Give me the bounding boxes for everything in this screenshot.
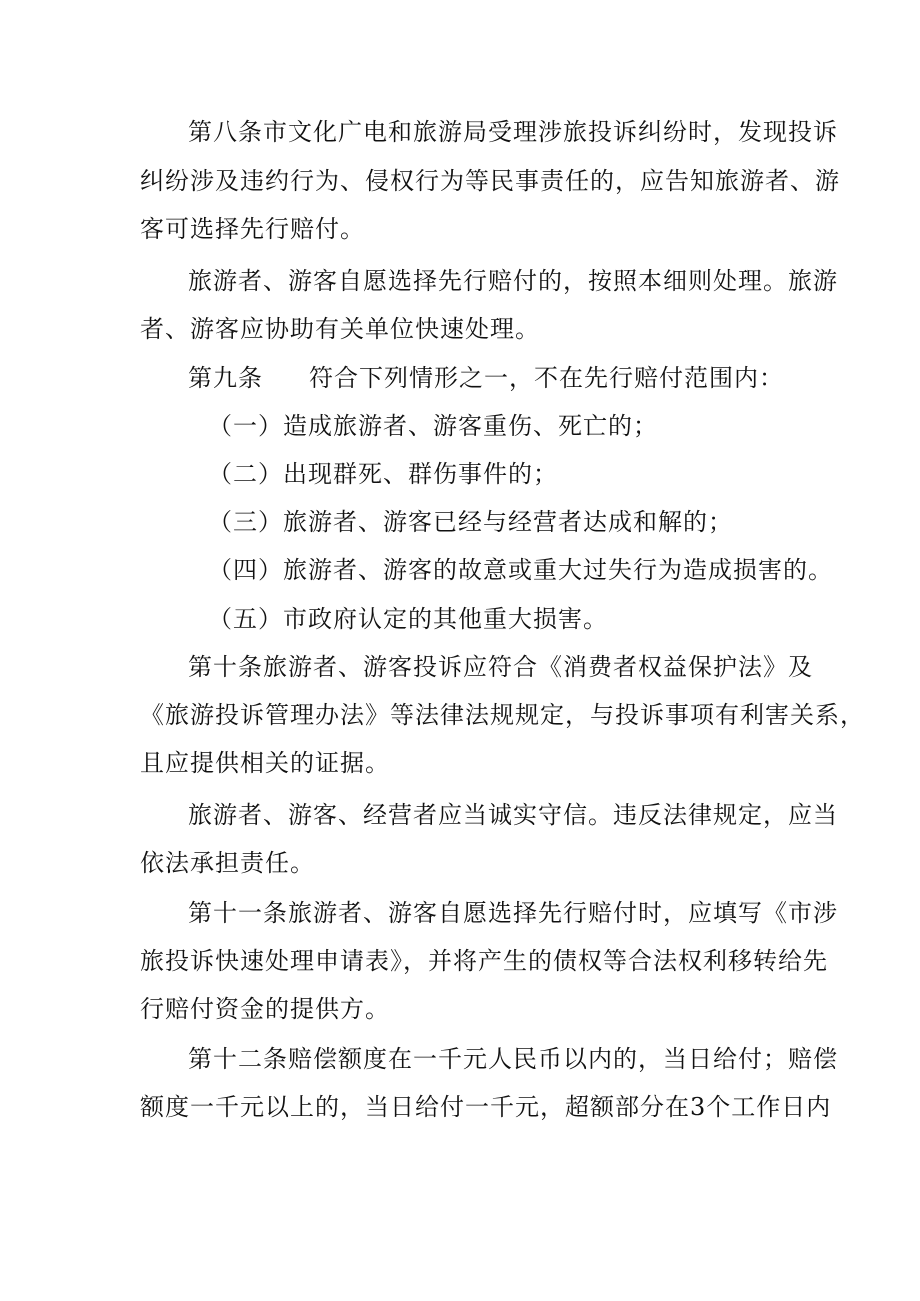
text-line: 第十二条赔偿额度在一千元人民币以内的，当日给付；赔偿	[188, 1045, 838, 1073]
article-nine-label: 第九条	[188, 364, 263, 392]
text-line: 《旅游投诉管理办法》等法律法规规定，与投诉事项有利害关系，	[140, 701, 865, 729]
text-line: 第十条旅游者、游客投诉应符合《消费者权益保护法》及	[188, 653, 813, 681]
text-line: 旅游者、游客、经营者应当诚实守信。违反法律规定，应当	[188, 801, 838, 829]
text-line: 且应提供相关的证据。	[140, 749, 390, 777]
list-item: （四）旅游者、游客的故意或重大过失行为造成损害的。	[208, 556, 833, 584]
text-line: 第八条市文化广电和旅游局受理涉旅投诉纠纷时，发现投诉	[188, 118, 838, 146]
list-item: （三）旅游者、游客已经与经营者达成和解的；	[208, 508, 733, 536]
text-line: 旅投诉快速处理申请表》，并将产生的债权等合法权利移转给先	[140, 947, 828, 975]
text-line: 旅游者、游客自愿选择先行赔付的，按照本细则处理。旅游	[188, 267, 838, 295]
text-line: 者、游客应协助有关单位快速处理。	[140, 315, 540, 343]
text-line: 第十一条旅游者、游客自愿选择先行赔付时，应填写《市涉	[188, 899, 838, 927]
text-line: 依法承担责任。	[140, 849, 315, 877]
article-nine-text: 符合下列情形之一，不在先行赔付范围内：	[309, 364, 784, 392]
text-line: 额度一千元以上的，当日给付一千元，超额部分在3个工作日内	[140, 1093, 832, 1121]
article-nine-line	[188, 363, 784, 393]
text-line: 行赔付资金的提供方。	[140, 995, 390, 1023]
list-item: （二）出现群死、群伤事件的；	[208, 460, 558, 488]
text-line: 客可选择先行赔付。	[140, 215, 365, 243]
list-item: （一）造成旅游者、游客重伤、死亡的；	[208, 412, 658, 440]
list-item: （五）市政府认定的其他重大损害。	[208, 605, 608, 633]
text-line: 纠纷涉及违约行为、侵权行为等民事责任的，应告知旅游者、游	[140, 167, 840, 195]
